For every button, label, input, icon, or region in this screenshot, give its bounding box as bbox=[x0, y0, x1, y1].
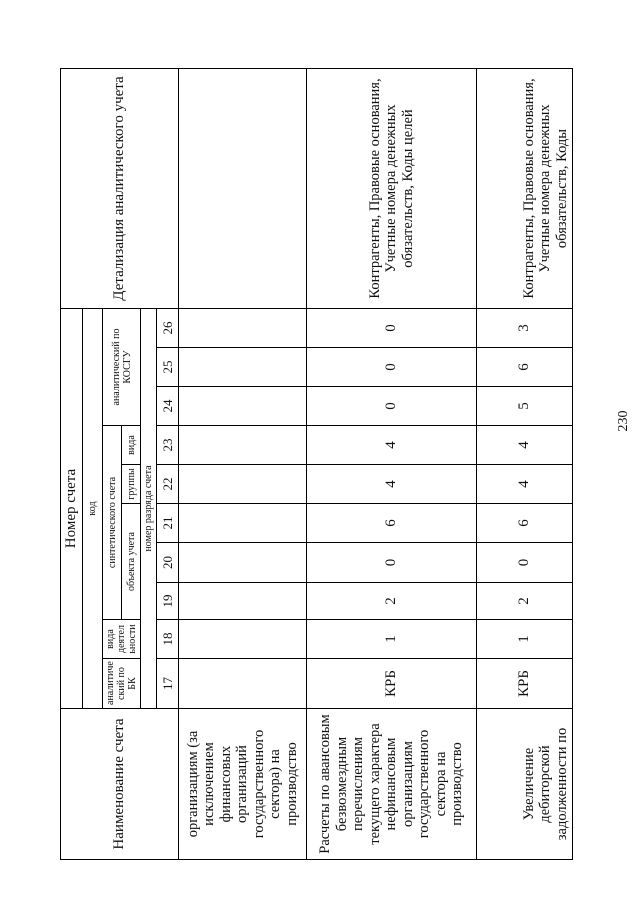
digit-number-cell: 17 bbox=[157, 659, 179, 709]
account-name-header: Наименование счета bbox=[61, 709, 179, 860]
value-cell: 6 bbox=[477, 504, 573, 543]
digit-number-cell: 25 bbox=[157, 348, 179, 387]
header-row-1 bbox=[61, 69, 83, 860]
detail-cell: Контрагенты, Правовые основания, Учетные номера денежных обязательств, Коды bbox=[477, 69, 573, 309]
detail-cell: Контрагенты, Правовые основания, Учетные номера денежных обязательств, Коды целей bbox=[307, 69, 477, 309]
group-header: группы bbox=[122, 465, 141, 504]
account-table bbox=[60, 68, 573, 860]
digit-number-cell: 20 bbox=[157, 543, 179, 583]
table-row bbox=[477, 69, 573, 860]
value-cell bbox=[179, 543, 307, 583]
value-cell bbox=[179, 583, 307, 620]
value-cell bbox=[179, 504, 307, 543]
digit-number-cell: 21 bbox=[157, 504, 179, 543]
code-header: код bbox=[83, 309, 103, 709]
account-name-cell: Увеличение дебиторской задолженности по bbox=[477, 709, 573, 860]
value-cell bbox=[179, 348, 307, 387]
value-cell bbox=[179, 620, 307, 659]
account-name-cell: Расчеты по авансовым безвозмездным перечислениям текущего характера нефинансовым организациям государственного сектора на производство bbox=[307, 709, 477, 860]
value-cell: 6 bbox=[307, 504, 477, 543]
value-cell: 1 bbox=[307, 620, 477, 659]
digit-number-cell: 26 bbox=[157, 309, 179, 348]
digit-number-cell: 23 bbox=[157, 426, 179, 465]
value-cell: 3 bbox=[477, 309, 573, 348]
digit-number-cell: 18 bbox=[157, 620, 179, 659]
digit-number-cell: 22 bbox=[157, 465, 179, 504]
value-cell: 0 bbox=[307, 543, 477, 583]
account-number-header: Номер счета bbox=[61, 309, 83, 709]
value-cell: 6 bbox=[477, 348, 573, 387]
digit-number-cell: 19 bbox=[157, 583, 179, 620]
value-cell: 2 bbox=[307, 583, 477, 620]
value-cell: 1 bbox=[477, 620, 573, 659]
analytical-kosgu-header: аналитический по КОСГУ bbox=[103, 309, 141, 426]
digit-number-cell: 24 bbox=[157, 387, 179, 426]
account-table-wrapper bbox=[60, 69, 570, 860]
value-cell: 2 bbox=[477, 583, 573, 620]
detail-header: Детализация аналитического учета bbox=[61, 69, 179, 309]
analytical-bk-header: аналитиче ский по БК bbox=[103, 659, 141, 709]
value-cell: 4 bbox=[307, 426, 477, 465]
value-cell: 0 bbox=[307, 348, 477, 387]
value-cell bbox=[179, 387, 307, 426]
table-row bbox=[179, 69, 307, 860]
accounting-object-header: объекта учета bbox=[122, 504, 141, 620]
digit-number-header: номер разряда счета bbox=[141, 309, 157, 709]
value-cell: КРБ bbox=[307, 659, 477, 709]
synthetic-account-header: синтетического счета bbox=[103, 426, 122, 620]
table-row bbox=[307, 69, 477, 860]
activity-type-header: вида деятел ьности bbox=[103, 620, 141, 659]
value-cell: 4 bbox=[477, 426, 573, 465]
page-number: 230 bbox=[616, 410, 631, 432]
value-cell: 4 bbox=[477, 465, 573, 504]
value-cell: КРБ bbox=[477, 659, 573, 709]
detail-cell bbox=[179, 69, 307, 309]
value-cell: 0 bbox=[477, 543, 573, 583]
value-cell bbox=[179, 426, 307, 465]
value-cell: 4 bbox=[307, 465, 477, 504]
account-name-cell: организациям (за исключением финансовых организаций государственного сектора) на производство bbox=[179, 709, 307, 860]
value-cell bbox=[179, 309, 307, 348]
kind-header: вида bbox=[122, 426, 141, 465]
value-cell: 5 bbox=[477, 387, 573, 426]
value-cell bbox=[179, 465, 307, 504]
value-cell: 0 bbox=[307, 387, 477, 426]
value-cell: 0 bbox=[307, 309, 477, 348]
value-cell bbox=[179, 659, 307, 709]
